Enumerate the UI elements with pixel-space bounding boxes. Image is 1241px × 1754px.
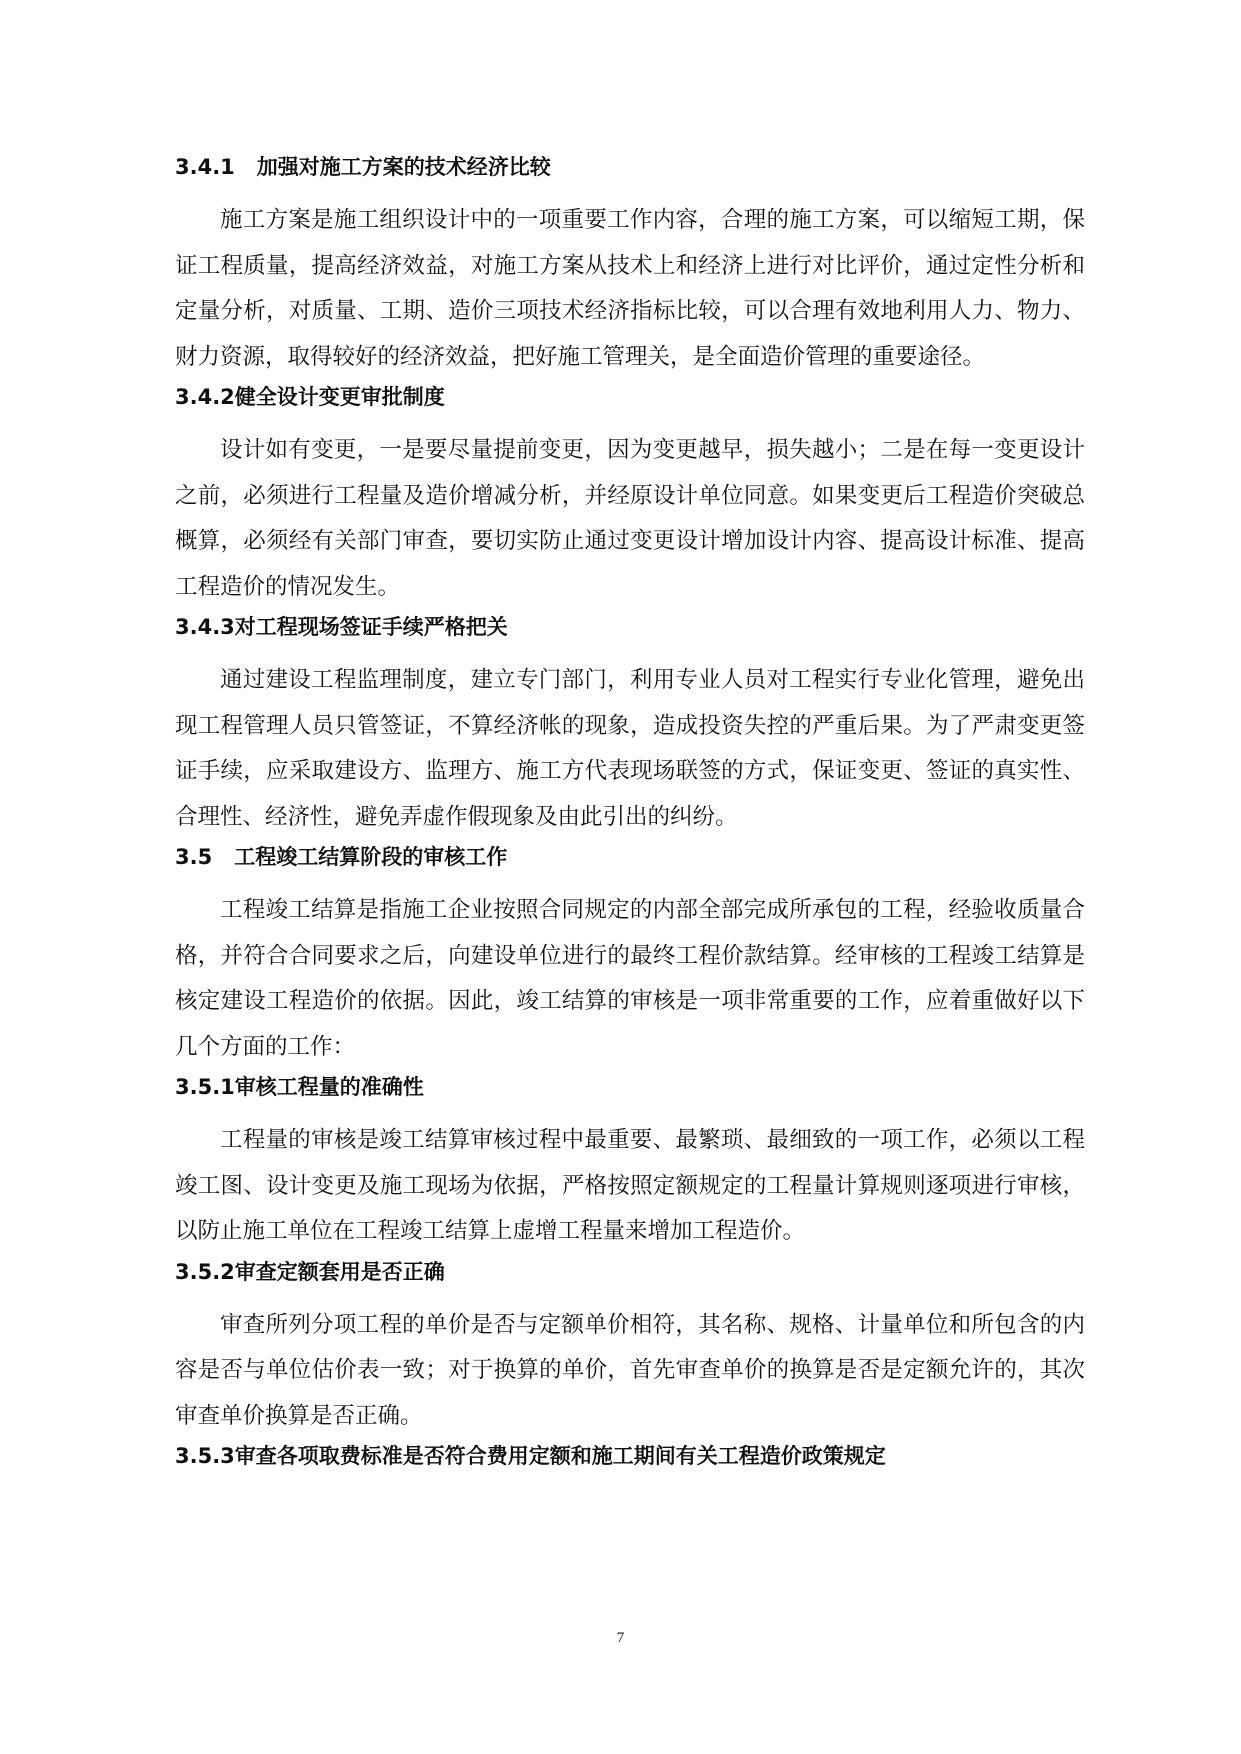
section-number: 3.5.3 <box>175 1444 235 1468</box>
section-number: 3.4.1 <box>175 155 235 179</box>
section-title: 审核工程量的准确性 <box>234 1075 424 1099</box>
section-number: 3.4.2 <box>175 385 235 409</box>
section-title: 工程竣工结算阶段的审核工作 <box>234 845 508 869</box>
section-heading-3-5-2 <box>175 1257 1085 1287</box>
section-number: 3.4.3 <box>175 615 235 639</box>
section-paragraph: 工程竣工结算是指施工企业按照合同规定的内部全部完成所承包的工程，经验收质量合格，并符合合同要求之后，向建设单位进行的最终工程价款结算。经审核的工程竣工结算是核定建设工程造价的依据。因此，竣工结算的审核是一项非常重要的工作，应着重做好以下几个方面的工作： <box>175 897 1085 1060</box>
section-paragraph: 设计如有变更，一是要尽量提前变更，因为变更越早，损失越小；二是在每一变更设计之前，必须进行工程量及造价增减分析，并经原设计单位同意。如果变更后工程造价突破总概算，必须经有关部门审查，要切实防止通过变更设计增加设计内容、提高设计标准、提高工程造价的情况发生。 <box>175 437 1085 600</box>
section-heading-3-5-3 <box>175 1441 1085 1471</box>
section-title: 加强对施工方案的技术经济比较 <box>256 155 551 179</box>
section-number: 3.5 <box>175 845 213 869</box>
section-number: 3.5.1 <box>175 1075 235 1099</box>
page-number: 7 <box>616 1630 625 1646</box>
section-title: 对工程现场签证手续严格把关 <box>234 615 508 639</box>
section-title: 健全设计变更审批制度 <box>234 385 445 409</box>
section-heading-3-4-2 <box>175 382 1085 412</box>
section-paragraph: 通过建设工程监理制度，建立专门部门，利用专业人员对工程实行专业化管理，避免出现工程管理人员只管签证，不算经济帐的现象，造成投资失控的严重后果。为了严肃变更签证手续，应采取建设方、监理方、施工方代表现场联签的方式，保证变更、签证的真实性、合理性、经济性，避免弄虚作假现象及由此引出的纠纷。 <box>175 667 1085 830</box>
section-heading-3-4-1 <box>175 152 1085 182</box>
section-paragraph: 施工方案是施工组织设计中的一项重要工作内容，合理的施工方案，可以缩短工期，保证工程质量，提高经济效益，对施工方案从技术上和经济上进行对比评价，通过定性分析和定量分析，对质量、工期、造价三项技术经济指标比较，可以合理有效地利用人力、物力、财力资源，取得较好的经济效益，把好施工管理关，是全面造价管理的重要途径。 <box>175 207 1085 370</box>
section-heading-3-5 <box>175 842 1085 872</box>
section-number: 3.5.2 <box>175 1259 235 1284</box>
section-heading-3-5-1 <box>175 1072 1085 1102</box>
section-title: 审查定额套用是否正确 <box>234 1259 445 1284</box>
section-title: 审查各项取费标准是否符合费用定额和施工期间有关工程造价政策规定 <box>234 1444 886 1468</box>
section-heading-3-4-3 <box>175 612 1085 642</box>
section-paragraph: 工程量的审核是竣工结算审核过程中最重要、最繁琐、最细致的一项工作，必须以工程竣工图、设计变更及施工现场为依据，严格按照定额规定的工程量计算规则逐项进行审核，以防止施工单位在工程竣工结算上虚增工程量来增加工程造价。 <box>175 1127 1085 1244</box>
section-paragraph: 审查所列分项工程的单价是否与定额单价相符，其名称、规格、计量单位和所包含的内容是否与单位估价表一致；对于换算的单价，首先审查单价的换算是否是定额允许的，其次审查单价换算是否正确。 <box>175 1311 1085 1429</box>
page-content <box>175 152 1085 1487</box>
